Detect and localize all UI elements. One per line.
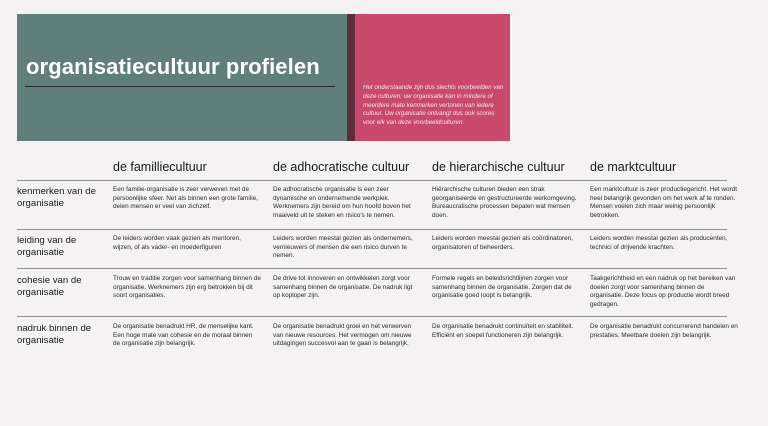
table-cell: De organisatie benadrukt continuïteit en stabiliteit. Efficiënt en soepel functioneren zijn belangrijk. — [432, 323, 574, 339]
table-cell: Leiders worden meestal gezien als coördinatoren, organisatoren of beheerders. — [432, 235, 574, 251]
row-divider — [17, 229, 727, 230]
column-header-market: de marktcultuur — [590, 160, 677, 174]
table-cell: Leiders worden meestal gezien als producenten, technici of drijvende krachten. — [590, 235, 728, 251]
table-cell: Hiërarchische culturen bieden een strak georganiseerde en gestructureerde werkomgeving. Bureaucratische processen bepalen wat mensen doen. — [432, 186, 577, 219]
table-cell: De organisatie benadrukt HR, de menselijke kant. Een hoge mate van cohesie en de moraal binnen de organisatie zijn belangrijk. — [113, 323, 254, 348]
column-header-family: de familliecultuur — [113, 160, 207, 174]
table-cell: De organisatie benadrukt groei en het verwerven van nieuwe resources. Het vermogen om nieuwe uitdagingen succesvol aan te gaan is belangrijk. — [273, 323, 412, 348]
row-label-kenmerken: kenmerken van de organisatie — [17, 186, 96, 209]
title-underline — [25, 86, 335, 87]
column-header-hierarchy: de hierarchische cultuur — [432, 160, 565, 174]
row-divider — [17, 180, 727, 181]
column-header-adhocracy: de adhocratische cultuur — [273, 160, 410, 174]
table-cell: De organisatie benadrukt concurrerend handelen en prestaties. Meetbare doelen zijn belangrijk. — [590, 323, 738, 339]
table-cell: Leiders worden meestal gezien als ondernemers, vernieuwers of mensen die een risico durven te nemen. — [273, 235, 413, 260]
page-title: organisatiecultuur profielen — [26, 54, 320, 79]
row-label-nadruk: nadruk binnen de organisatie — [17, 323, 92, 346]
table-cell: Een familie-organisatie is zeer verweven met de persoonlijke sfeer. Net als binnen een grote familie, delen mensen er veel van zichzelf. — [113, 186, 258, 211]
title-banner — [17, 14, 347, 141]
note-banner — [355, 14, 510, 141]
table-cell: De drive tot innoveren en ontwikkelen zorgt voor samenhang binnen de organisatie. De nadruk ligt op koploper zijn. — [273, 275, 413, 300]
table-cell: Formele regels en beleidsrichtlijnen zorgen voor samenhang binnen de organisatie. Zorgen dat de organisatie goed loopt is belangrijk. — [432, 275, 572, 300]
row-label-cohesie: cohesie van de organisatie — [17, 275, 82, 298]
intro-note: Het onderstaande zijn dus slechts voorbeelden van deze culturen; uw organisatie kan in mindere of meerdere mate kenmerken vertonen van iedere cultuur. Uw organisatie ontvangt dus ook scores voor elk van deze voorbeeldculturen. — [363, 84, 504, 127]
table-cell: Trouw en traditie zorgen voor samenhang binnen de organisatie. Werknemers zijn erg betrokken bij dit soort organisaties. — [113, 275, 261, 300]
row-label-leiding: leiding van de organisatie — [17, 235, 77, 258]
row-divider — [17, 316, 727, 317]
table-cell: Taakgerichtheid en een nadruk op het bereiken van doelen zorgt voor samenhang binnen de organisatie. Deze focus op productie wordt breed gedragen. — [590, 275, 736, 308]
table-cell: De adhocratische organisatie is een zeer dynamische en ondernemende werkplek. Werknemers zijn bereid om hun hoofd boven het maaiveld uit te steken en risico's te nemen. — [273, 186, 411, 219]
banner-divider — [347, 14, 355, 141]
row-divider — [17, 268, 727, 269]
table-cell: Een marktcultuur is zeer productiegericht. Het wordt heel belangrijk gevonden om het werk af te ronden. Mensen voelen zich maar weinig persoonlijk betrokken. — [590, 186, 738, 219]
table-cell: De leiders worden vaak gezien als mentoren, wijzen, of als vader- en moederfiguren — [113, 235, 241, 251]
